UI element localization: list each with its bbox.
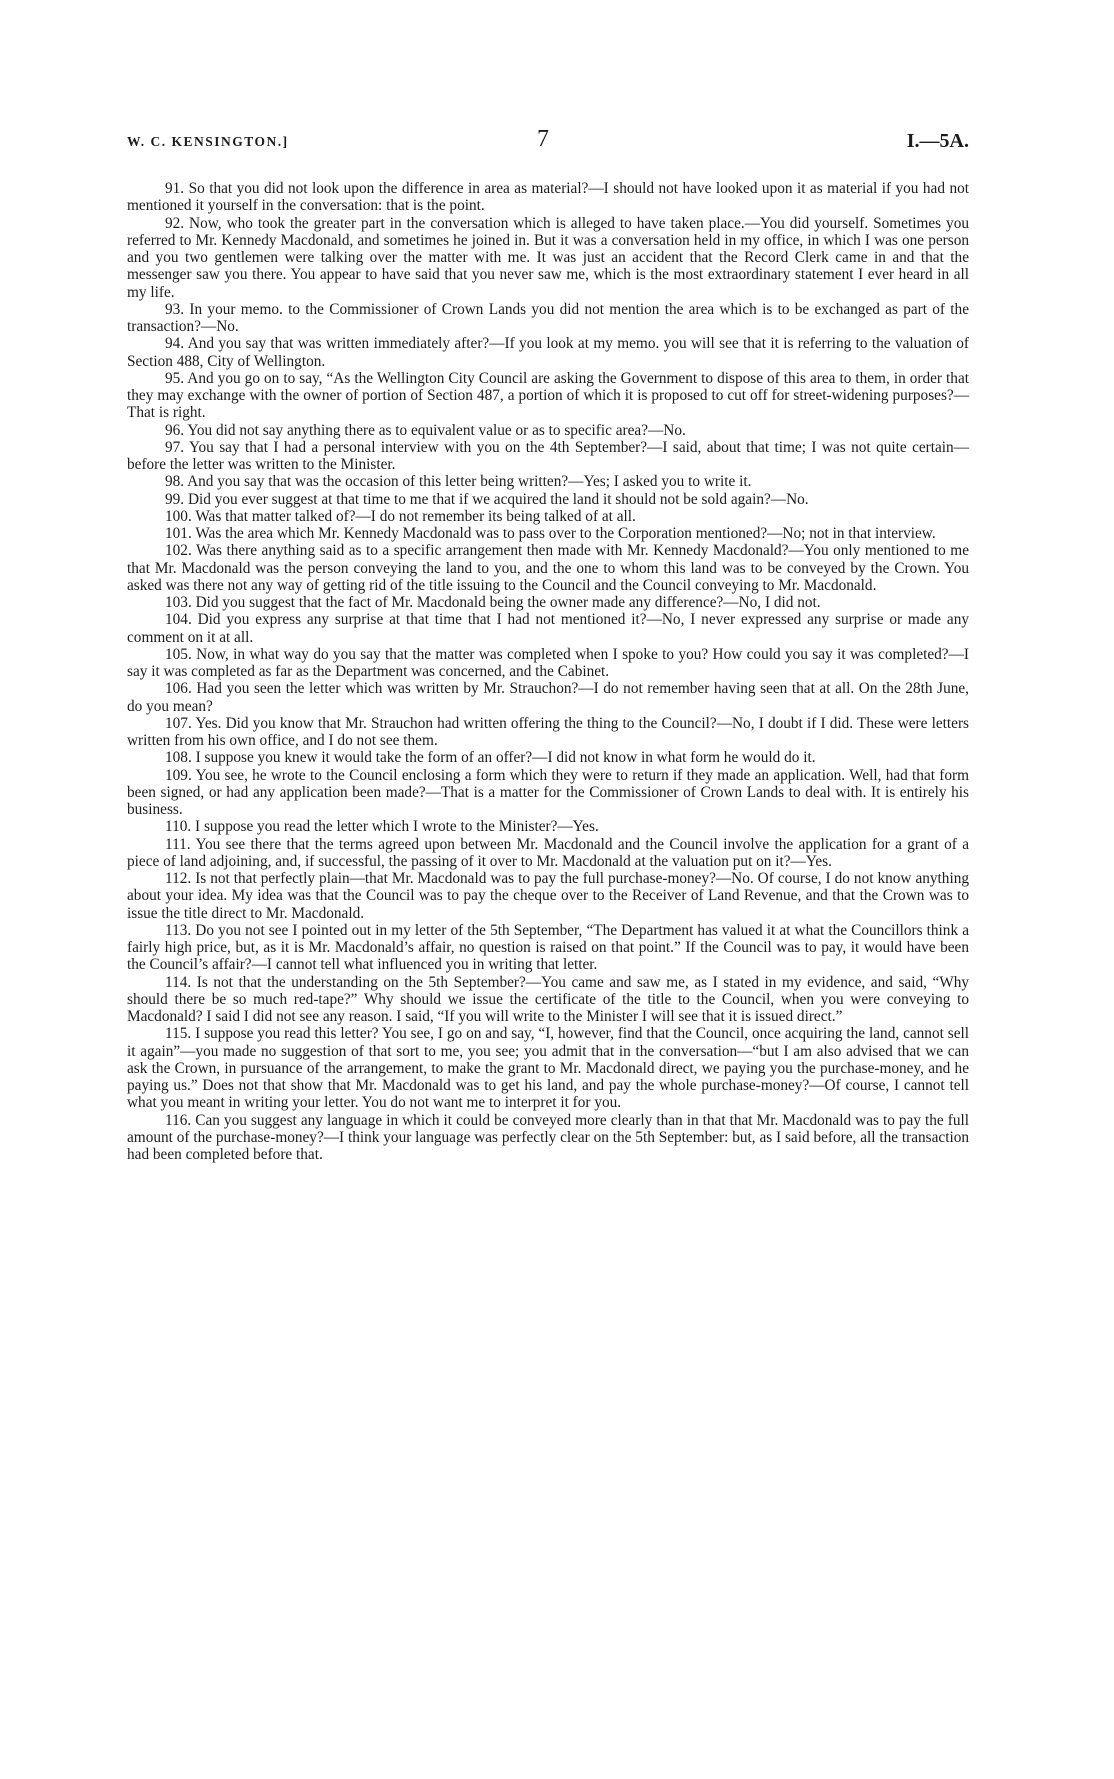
page-number: 7 <box>537 126 549 152</box>
question-102: 102. Was there anything said as to a specific arrangement then made with Mr. Kennedy Macdonald?—You only mentioned to me that Mr. Macdonald was the person conveying the land to you, and the one to whom this land was to be conveyed by the Crown. You asked was there not any way of getting rid of the title issuing to the Council and the Council conveying to Mr. Macdonald. <box>127 542 969 594</box>
question-105: 105. Now, in what way do you say that the matter was completed when I spoke to you? How could you say it was completed?—I say it was completed as far as the Department was concerned, and the Cabinet. <box>127 645 969 680</box>
question-115: 115. I suppose you read this letter? You see, I go on and say, “I, however, find that the Council, once acquiring the land, cannot sell it again”—you made no suggestion of that sort to me, you see; you admit that in the conversation—“but I am also advised that we can ask the Crown, in pursuance of the arrangement, to make the grant to Mr. Macdonald direct, we paying you the purchase-money, and he paying us.” Does not that show that Mr. Macdonald was to get his land, and pay the whole purchase-money?—Of course, I cannot tell what you meant in writing your letter. You do not want me to interpret it for you. <box>127 1025 969 1112</box>
question-101: 101. Was the area which Mr. Kennedy Macdonald was to pass over to the Corporation mentioned?—No; not in that interview. <box>165 525 936 542</box>
running-head-witness: W. C. KENSINGTON.] <box>127 134 289 149</box>
question-110: 110. I suppose you read the letter which I wrote to the Minister?—Yes. <box>165 818 599 836</box>
question-114: 114. Is not that the understanding on the 5th September?—You came and saw me, as I stated in my evidence, and said, “Why should there be so much red-tape?” Why should we issue the certificate of the title to the Council, when you were conveying to Macdonald? I said I did not see any reason. I said, “If you will write to the Minister I will see that it is issued direct.” <box>127 973 969 1025</box>
testimony-body <box>127 180 969 1163</box>
question-100: 100. Was that matter talked of?—I do not remember its being talked of at all. <box>165 507 636 525</box>
question-103: 103. Did you suggest that the fact of Mr. Macdonald being the owner made any difference?—No, I did not. <box>165 594 821 611</box>
question-112: 112. Is not that perfectly plain—that Mr. Macdonald was to pay the full purchase-money?—No. Of course, I do not know anything about your idea. My idea was that the Council was to pay the cheque over to the Receiver of Land Revenue, and that the Crown was to issue the title direct to Mr. Macdonald. <box>127 870 969 922</box>
question-93: 93. In your memo. to the Commissioner of Crown Lands you did not mention the area which is to be exchanged as part of the transaction?—No. <box>127 300 969 335</box>
question-96: 96. You did not say anything there as to equivalent value or as to specific area?—No. <box>165 421 686 439</box>
question-113: 113. Do you not see I pointed out in my letter of the 5th September, “The Department has valued it at what the Councillors think a fairly high price, but, as it is Mr. Macdonald’s affair, no question is raised on that point.” If the Council was to pay, it would have been the Council’s affair?—I cannot tell what influenced you in writing that letter. <box>127 921 969 974</box>
question-91: 91. So that you did not look upon the difference in area as material?—I should not have looked upon it as material if you had not mentioned it yourself in the conversation: that is the point. <box>127 180 969 215</box>
question-106: 106. Had you seen the letter which was written by Mr. Strauchon?—I do not remember having seen that at all. On the 28th June, do you mean? <box>127 680 969 715</box>
question-111: 111. You see there that the terms agreed upon between Mr. Macdonald and the Council involve the application for a grant of a piece of land adjoining, and, if successful, the passing of it over to Mr. Macdonald at the valuation put on it?—Yes. <box>127 835 969 870</box>
question-116: 116. Can you suggest any language in which it could be conveyed more clearly than in that that Mr. Macdonald was to pay the full amount of the purchase-money?—I think your language was perfectly clear on the 5th September: but, as I said before, all the transaction had been completed before that. <box>127 1111 969 1163</box>
question-95: 95. And you go on to say, “As the Wellington City Council are asking the Government to dispose of this area to them, in order that they may exchange with the owner of portion of Section 487, a portion of which it is proposed to cut off for street-widening purposes?—That is right. <box>127 369 969 422</box>
question-107: 107. Yes. Did you know that Mr. Strauchon had written offering the thing to the Council?—No, I doubt if I did. These were letters written from his own office, and I do not see them. <box>127 714 969 749</box>
question-104: 104. Did you express any surprise at that time that I had not mentioned it?—No, I never expressed any surprise or made any comment on it at all. <box>127 611 969 646</box>
question-98: 98. And you say that was the occasion of this letter being written?—Yes; I asked you to write it. <box>165 473 752 491</box>
question-92: 92. Now, who took the greater part in the conversation which is alleged to have taken place.—You did yourself. Sometimes you referred to Mr. Kennedy Macdonald, and sometimes he joined in. But it was a conversation held in my office, in which I was one person and you two gentlemen were talking over the matter with me. It was just an accident that the Record Clerk came in and that the messenger saw you there. You appear to have said that you never saw me, which is the most extraordinary statement I ever heard in all my life. <box>127 214 969 301</box>
question-94: 94. And you say that was written immediately after?—If you look at my memo. you will see that it is referring to the valuation of Section 488, City of Wellington. <box>127 335 969 370</box>
page-header <box>127 126 969 158</box>
question-97: 97. You say that I had a personal interview with you on the 4th September?—I said, about that time; I was not quite certain—before the letter was written to the Minister. <box>127 438 969 473</box>
question-108: 108. I suppose you knew it would take the form of an offer?—I did not know in what form he would do it. <box>165 749 816 767</box>
question-109: 109. You see, he wrote to the Council enclosing a form which they were to return if they made an application. Well, had that form been signed, or had any application been made?—That is a matter for the Commissioner of Crown Lands to deal with. It is entirely his business. <box>127 766 969 818</box>
document-reference: I.—5A. <box>906 130 969 152</box>
question-99: 99. Did you ever suggest at that time to me that if we acquired the land it should not be sold again?—No. <box>165 490 809 508</box>
